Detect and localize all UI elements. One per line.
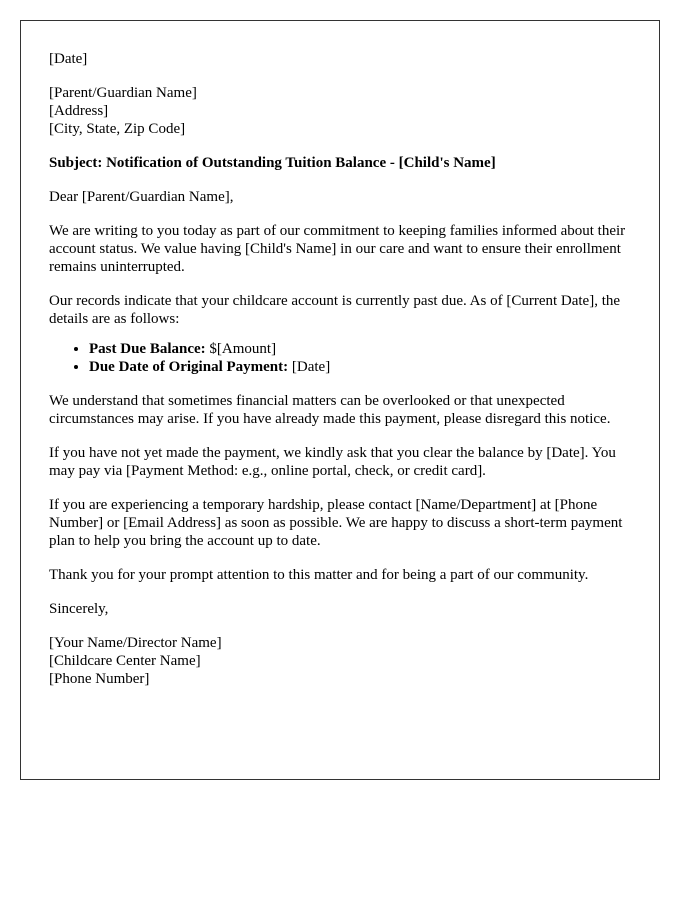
intro-paragraph: We are writing to you today as part of our commitment to keeping families informed about their account status. We value having [Child's Name] in our care and want to ensure their enrollment remains uninterrupted. [49,223,626,275]
thank-you-paragraph: Thank you for your prompt attention to this matter and for being a part of our community. [49,567,589,583]
date-text: [Date] [49,51,88,67]
salutation: Dear [Parent/Guardian Name], [49,189,234,205]
understanding-paragraph: We understand that sometimes financial matters can be overlooked or that unexpected circumstances may arise. If you have already made this payment, please disregard this notice. [49,393,611,427]
past-due-balance-value: $[Amount] [205,341,277,357]
records-paragraph: Our records indicate that your childcare account is currently past due. As of [Current Date], the details are as follows: [49,293,621,327]
list-item [89,358,631,376]
letter-page [20,20,660,780]
closing: Sincerely, [49,601,109,617]
signature-center: [Childcare Center Name] [49,653,201,669]
recipient-address: [Address] [49,103,109,119]
subject-line: Subject: Notification of Outstanding Tuition Balance - [Child's Name] [49,155,496,171]
past-due-balance-label: Past Due Balance: [89,341,206,357]
signature-phone: [Phone Number] [49,671,150,687]
letter-date [49,50,631,68]
hardship-paragraph: If you are experiencing a temporary hardship, please contact [Name/Department] at [Phone Number] or [Email Address] as soon as possible. We are happy to discuss a short-term payment plan to help you bring the account up to date. [49,497,623,549]
due-date-label: Due Date of Original Payment: [89,359,289,375]
recipient-city-state-zip: [City, State, Zip Code] [49,121,186,137]
recipient-address-block [49,84,631,138]
recipient-name: [Parent/Guardian Name] [49,85,197,101]
signature-name: [Your Name/Director Name] [49,635,222,651]
payment-request-paragraph: If you have not yet made the payment, we kindly ask that you clear the balance by [Date]. You may pay via [Payment Method: e.g., online portal, check, or credit card]. [49,445,616,479]
signature-block [49,634,631,688]
due-date-value: [Date] [288,359,331,375]
list-item [89,340,631,358]
balance-details-list [49,340,631,376]
